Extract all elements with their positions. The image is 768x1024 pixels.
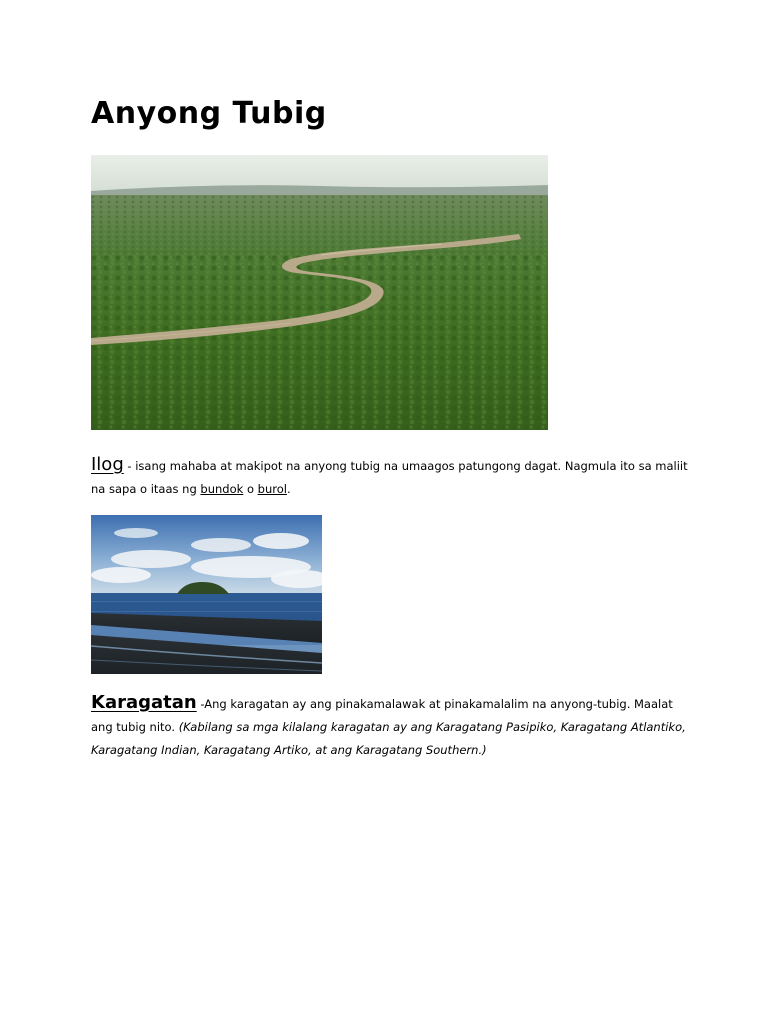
ilog-end: . — [286, 482, 291, 496]
karagatan-definition: -Ang karagatan ay ang pinakamalawak at pinakamalalim na anyong-tubig. Maalat ang tubig nito. — [91, 697, 673, 734]
ilog-term: Ilog — [91, 454, 124, 475]
ocean-photo — [91, 515, 322, 674]
page-title: Anyong Tubig — [91, 96, 327, 131]
karagatan-paragraph — [91, 691, 691, 762]
river-photo — [91, 155, 548, 430]
karagatan-term: Karagatan — [91, 692, 197, 713]
ilog-connector: o — [243, 482, 258, 496]
bundok-link[interactable]: bundok — [200, 482, 244, 496]
ilog-paragraph — [91, 453, 691, 501]
ilog-definition: - isang mahaba at makipot na anyong tubig na umaagos patungong dagat. Nagmula ito sa maliit na sapa o itaas ng — [91, 459, 688, 496]
karagatan-note: (Kabilang sa mga kilalang karagatan ay ang Karagatang Pasipiko, Karagatang Atlantiko, Karagatang Indian, Karagatang Artiko, at ang Karagatang Southern.) — [91, 720, 686, 757]
burol-link[interactable]: burol — [257, 482, 287, 496]
